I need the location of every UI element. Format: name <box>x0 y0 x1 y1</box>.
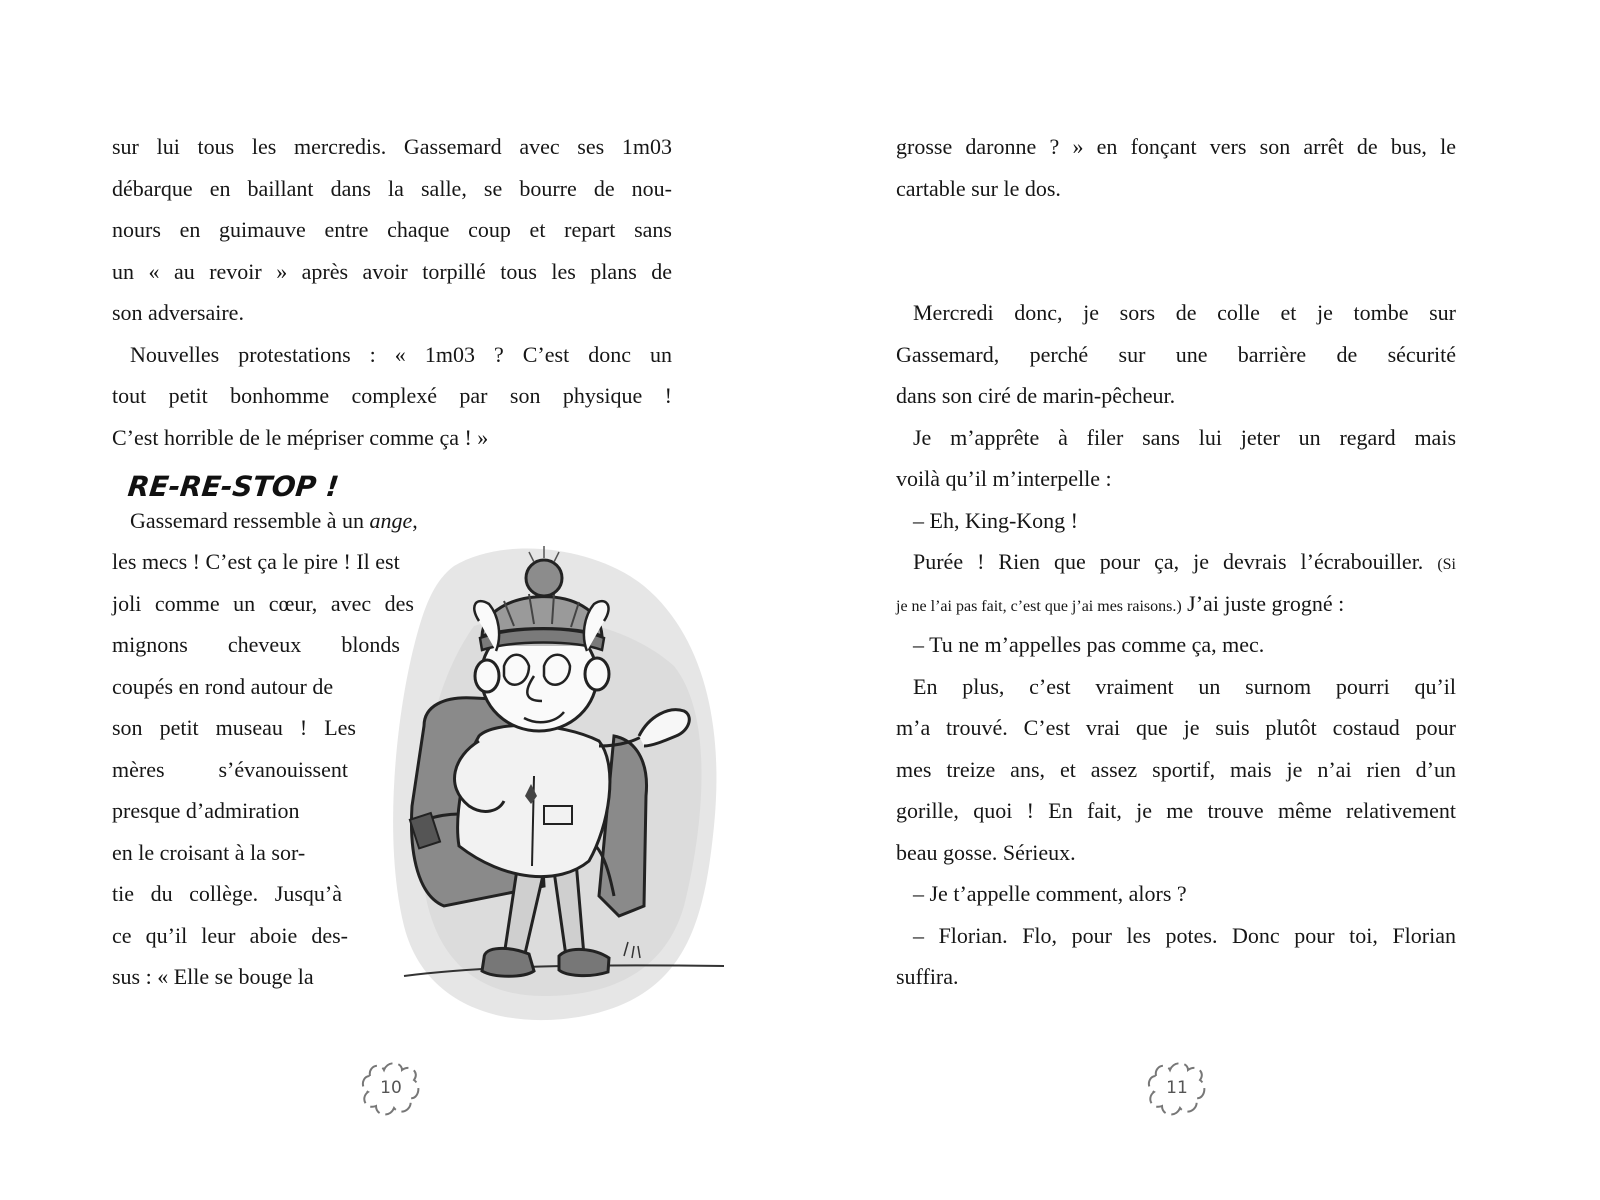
text-line: sur lui tous les mercredis. Gassemard avec ses 1m03 <box>112 134 672 159</box>
text-fragment: , <box>412 508 418 533</box>
text-line: mignons cheveux blonds <box>112 632 400 657</box>
text-line: presque d’admiration <box>112 798 300 823</box>
text-line: En plus, c’est vraiment un surnom pourri qu’il <box>913 674 1456 699</box>
text-line: – Tu ne m’appelles pas comme ça, mec. <box>913 632 1265 657</box>
text-line: beau gosse. Sérieux. <box>896 840 1076 865</box>
text-line: – Je t’appelle comment, alors ? <box>913 881 1187 906</box>
text-line: tout petit bonhomme complexé par son physique ! <box>112 383 672 408</box>
text-line: Gassemard, perché sur une barrière de sécurité <box>896 342 1456 367</box>
aside-text: (Si <box>1437 556 1456 573</box>
right-page <box>800 0 1600 1200</box>
text-line: un « au revoir » après avoir torpillé tous les plans de <box>112 259 672 284</box>
text-line: cartable sur le dos. <box>896 176 1061 201</box>
text-line: grosse daronne ? » en fonçant vers son arrêt de bus, le <box>896 134 1456 159</box>
text-line: suffira. <box>896 964 959 989</box>
italic-word: ange <box>369 508 413 533</box>
text-line: – Florian. Flo, pour les potes. Donc pour toi, Florian <box>913 923 1456 948</box>
text-fragment: J’ai juste grogné : <box>1187 591 1345 616</box>
text-line: son adversaire. <box>112 300 244 325</box>
text-line: joli comme un cœur, avec des <box>112 591 414 616</box>
text-line: en le croisant à la sor- <box>112 840 306 865</box>
page-number-ornament <box>1142 1058 1212 1122</box>
text-fragment: Gassemard ressemble à un <box>130 508 364 533</box>
text-line <box>913 541 1456 583</box>
text-line: Nouvelles protestations : « 1m03 ? C’est donc un <box>130 342 672 367</box>
text-line: coupés en rond autour de <box>112 674 334 699</box>
aside-text: je ne l’ai pas fait, c’est que j’ai mes raisons.) <box>896 598 1182 615</box>
section-heading: RE-RE-STOP ! <box>126 470 341 503</box>
text-line: Mercredi donc, je sors de colle et je tombe sur <box>913 300 1456 325</box>
page-number: 10 <box>380 1078 402 1098</box>
text-line <box>130 500 418 542</box>
text-line: – Eh, King-Kong ! <box>913 508 1078 533</box>
page-number: 11 <box>1166 1078 1188 1098</box>
text-line: Je m’apprête à filer sans lui jeter un regard mais <box>913 425 1456 450</box>
text-line: nours en guimauve entre chaque coup et repart sans <box>112 217 672 242</box>
text-line: dans son ciré de marin-pêcheur. <box>896 383 1176 408</box>
text-line: sus : « Elle se bouge la <box>112 964 314 989</box>
text-line: voilà qu’il m’interpelle : <box>896 466 1112 491</box>
text-line: mes treize ans, et assez sportif, mais je n’ai rien d’un <box>896 757 1456 782</box>
text-line: tie du collège. Jusqu’à <box>112 881 342 906</box>
page-number-ornament <box>356 1058 426 1122</box>
boy-with-backpack-illustration <box>384 526 744 1046</box>
text-line: m’a trouvé. C’est vrai que je suis plutôt costaud pour <box>896 715 1456 740</box>
text-line: débarque en baillant dans la salle, se bourre de nou- <box>112 176 672 201</box>
text-fragment: Purée ! Rien que pour ça, je devrais l’écrabouiller. <box>913 549 1424 574</box>
text-line: mères s’évanouissent <box>112 757 348 782</box>
text-line: les mecs ! C’est ça le pire ! Il est <box>112 549 400 574</box>
text-line: son petit museau ! Les <box>112 715 356 740</box>
text-line: gorille, quoi ! En fait, je me trouve même relativement <box>896 798 1456 823</box>
text-line <box>896 583 1456 625</box>
text-line: C’est horrible de le mépriser comme ça ! » <box>112 425 489 450</box>
text-line: ce qu’il leur aboie des- <box>112 923 348 948</box>
